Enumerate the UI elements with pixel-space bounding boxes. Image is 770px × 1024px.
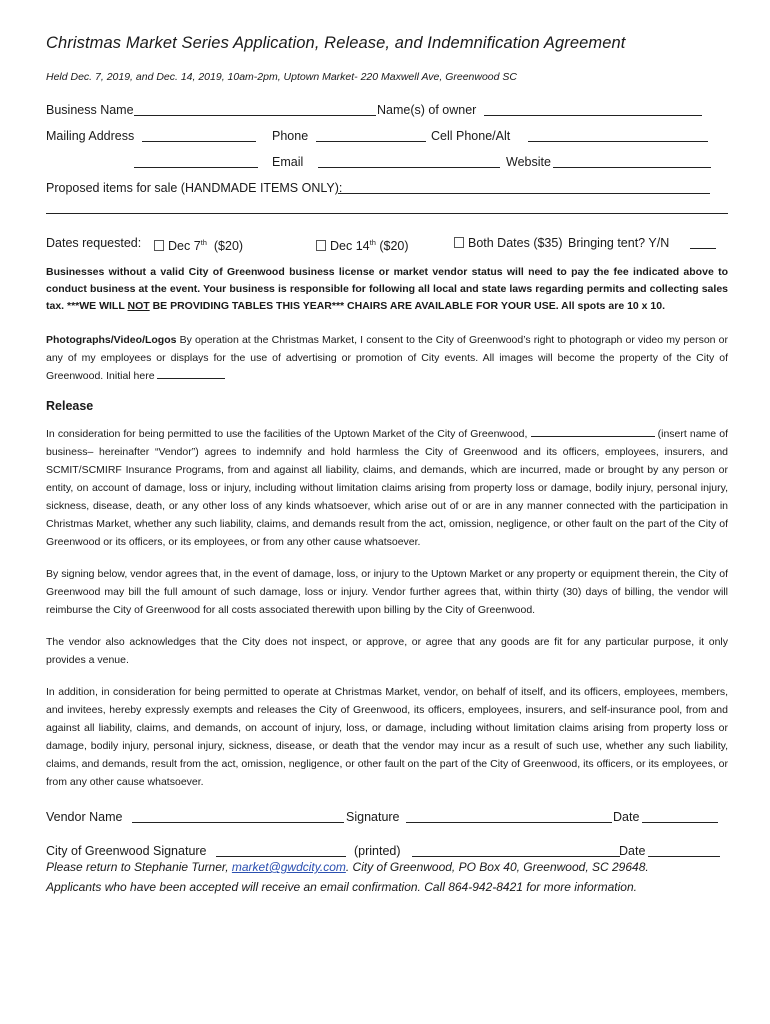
phone-field[interactable] xyxy=(316,130,426,142)
printed-name-field[interactable] xyxy=(412,845,620,857)
release-heading: Release xyxy=(46,399,94,413)
vendor-name-label: Vendor Name xyxy=(46,810,123,824)
event-details: Held Dec. 7, 2019, and Dec. 14, 2019, 10am-2pm, Uptown Market- 220 Maxwell Ave, Greenwood SC xyxy=(46,71,517,83)
mailing-label: Mailing Address xyxy=(46,129,135,143)
mailing-row xyxy=(46,123,728,149)
tent-field[interactable] xyxy=(690,237,716,249)
email-label: Email xyxy=(272,155,304,169)
website-field[interactable] xyxy=(553,156,711,168)
items-row xyxy=(46,175,728,201)
items-field[interactable] xyxy=(338,182,710,194)
mailing-field[interactable] xyxy=(142,130,256,142)
date-field-1[interactable] xyxy=(642,811,718,823)
vendor-business-field[interactable] xyxy=(531,425,655,437)
initial-field[interactable] xyxy=(157,367,225,379)
dec14-checkbox[interactable] xyxy=(316,240,326,251)
business-name-field[interactable] xyxy=(134,104,376,116)
dates-label: Dates requested: xyxy=(46,236,142,250)
return-instructions: Please return to Stephanie Turner, market@gwdcity.com. City of Greenwood, PO Box 40, Greenwood, SC 29648. xyxy=(46,860,649,874)
city-signature-field[interactable] xyxy=(216,845,346,857)
signature-label: Signature xyxy=(346,810,400,824)
contact-email-link[interactable]: market@gwdcity.com xyxy=(231,860,346,874)
release-paragraph-1: In consideration for being permitted to use the facilities of the Uptown Market of the City of Greenwood, (insert name of business– hereinafter “Vendor”) agrees to indemnify and hold harmless the City of Greenwood and its officers, employees, insurers, and SCMIT/SCMIRF Insurance Programs, from and against all liability, claims, and demands, which are incurred, made or brought by any person or entity, on account of damage, loss or injury, including without limitation claims arising from property loss or damage, bodily injury, personal injury, sickness, disease, death, or any other loss of any kinds whatsoever, which arise out of or are in any manner connected with the participation in Christmas Market, whether any such liability, claims, and demands result from the act, omission, negligence, or other fault on the part of the City of Greenwood or its officers, or its employees, or from any other cause whatsoever. xyxy=(46,425,728,551)
city-signature-label: City of Greenwood Signature xyxy=(46,844,207,858)
phone-label: Phone xyxy=(272,129,309,143)
dec14-option[interactable]: Dec 14th ($20) xyxy=(316,230,409,259)
email-row xyxy=(46,149,728,175)
business-row xyxy=(46,97,728,123)
license-notice: Businesses without a valid City of Greenwood business license or market vendor status will need to pay the fee indicated above to conduct business at the event. Your business is responsible for following all local and state laws regarding permits and collecting sales tax. ***WE WILL NOT BE PROVIDING TABLES THIS YEAR*** CHAIRS ARE AVAILABLE FOR YOUR USE. All spots are 10 x 10. xyxy=(46,266,728,312)
photo-consent: Photographs/Video/Logos By operation at the Christmas Market, I consent to the City of Greenwood’s right to photograph or video my person or any of my employees or displays for the use of advertising or promotion of City events. All images will become the property of the City of Greenwood. Initial here xyxy=(46,334,728,382)
items-field-continued[interactable] xyxy=(46,201,728,214)
release-paragraph-3: The vendor also acknowledges that the City does not inspect, or approve, or agree that any goods are fit for any particular purpose, it only provides a venue. xyxy=(46,636,728,666)
date-label-1: Date xyxy=(613,810,640,824)
both-dates-option[interactable]: Both Dates ($35) xyxy=(454,230,563,256)
release-paragraph-2: By signing below, vendor agrees that, in the event of damage, loss, or injury to the Uptown Market or any property or equipment therein, the City of Greenwood may bill the full amount of such damage, loss or injury. Vendor further agrees that, within thirty (30) days of billing, the vendor will reimburse the City of Greenwood for all costs associated therewith upon billing by the City of Greenwood. xyxy=(46,568,728,616)
business-name-label: Business Name xyxy=(46,103,134,117)
owner-field[interactable] xyxy=(484,104,702,116)
dates-row xyxy=(46,230,728,256)
acceptance-note: Applicants who have been accepted will receive an email confirmation. Call 864-942-8421 for more information. xyxy=(46,880,637,894)
date-label-2: Date xyxy=(619,844,646,858)
items-label: Proposed items for sale (HANDMADE ITEMS ONLY): xyxy=(46,181,343,195)
cell-field[interactable] xyxy=(528,130,708,142)
form-title: Christmas Market Series Application, Release, and Indemnification Agreement xyxy=(46,34,626,52)
tent-label: Bringing tent? Y/N xyxy=(568,236,670,250)
cell-label: Cell Phone/Alt xyxy=(431,129,511,143)
date-field-2[interactable] xyxy=(648,845,720,857)
application-form xyxy=(46,34,728,897)
mailing-field-2[interactable] xyxy=(134,156,258,168)
dec7-option[interactable]: Dec 7th ($20) xyxy=(154,230,243,259)
both-dates-checkbox[interactable] xyxy=(454,237,464,248)
vendor-signature-row xyxy=(46,805,728,829)
printed-label: (printed) xyxy=(354,844,401,858)
dec7-checkbox[interactable] xyxy=(154,240,164,251)
vendor-name-field[interactable] xyxy=(132,811,344,823)
city-signature-row xyxy=(46,839,728,863)
release-paragraph-4: In addition, in consideration for being permitted to operate at Christmas Market, vendor, on behalf of itself, and its officers, employees, members, and invitees, hereby expressly exempts and releases the City of Greenwood, its officers, employees, insurers, and self-insurance pool, from and against all liability, claims, and demands, on account of injury, loss, or damage, including without limitation claims arising from property loss or damage, bodily injury, personal injury, sickness, disease, or death that the vendor may incur as a result of such use, whether any such liability, claims, and demands, result from the act, omission, negligence, or other fault on the part of the City of Greenwood, its officers, or its employees, or from any other cause whatsoever. xyxy=(46,686,728,788)
website-label: Website xyxy=(506,155,551,169)
owner-label: Name(s) of owner xyxy=(377,103,477,117)
signature-field[interactable] xyxy=(406,811,612,823)
email-field[interactable] xyxy=(318,156,500,168)
